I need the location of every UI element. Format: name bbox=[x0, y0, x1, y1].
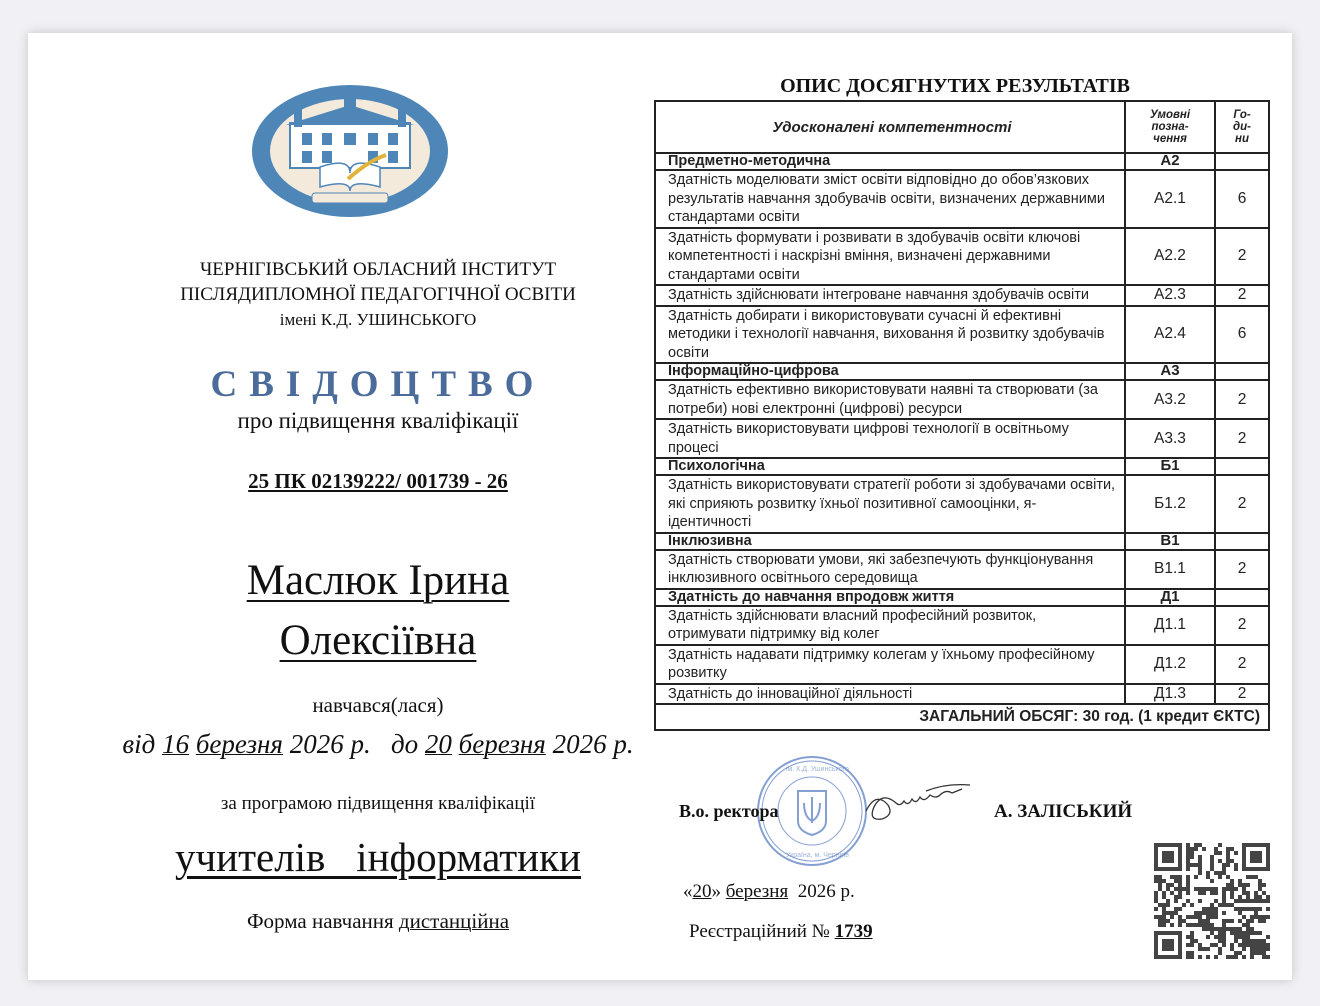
competence-row bbox=[655, 645, 1269, 684]
category-row bbox=[655, 458, 1269, 475]
competence-text: Інклюзивна bbox=[655, 533, 1125, 550]
competence-text: Здатність створювати умови, які забезпечують функціонування інклюзивного освітнього середовища bbox=[655, 550, 1125, 589]
signatory-position: В.о. ректора bbox=[679, 801, 779, 821]
program-label: за програмою підвищення кваліфікації bbox=[220, 793, 536, 814]
issue-date bbox=[683, 881, 855, 903]
recipient-name bbox=[88, 551, 668, 671]
competence-hours: 6 bbox=[1215, 306, 1269, 364]
issue-close-quote: » bbox=[711, 881, 721, 902]
competence-row bbox=[655, 380, 1269, 419]
study-form-label: Форма навчання bbox=[246, 909, 394, 933]
competence-hours: 2 bbox=[1215, 419, 1269, 458]
competence-row bbox=[655, 228, 1269, 286]
certificate-title: СВІДОЦТВО bbox=[210, 364, 546, 405]
recipient-name-line-1: Маслюк Ірина bbox=[246, 557, 510, 604]
competence-row bbox=[655, 550, 1269, 589]
header-code: Умовні позна- чення bbox=[1125, 101, 1215, 153]
competence-code: Б1.2 bbox=[1125, 475, 1215, 533]
from-month: березня bbox=[195, 729, 283, 759]
signatory-name: А. ЗАЛІСЬКИЙ bbox=[994, 801, 1133, 822]
from-day: 16 bbox=[162, 729, 190, 759]
competence-text: Здатність використовувати стратегії роботи зі здобувачами освіти, які сприяють розвитку їхньої позитивної самооцінки, я-ідентичності bbox=[655, 475, 1125, 533]
program bbox=[88, 833, 668, 881]
competence-hours: 2 bbox=[1215, 380, 1269, 419]
competence-text: Предметно-методична bbox=[655, 153, 1125, 170]
competence-code: А3 bbox=[1125, 363, 1215, 380]
issue-open-quote: « bbox=[683, 881, 693, 902]
results-table bbox=[654, 100, 1270, 731]
to-prefix: до bbox=[390, 729, 419, 759]
competence-code: А2.2 bbox=[1125, 228, 1215, 286]
registration bbox=[689, 921, 873, 943]
competence-code: Д1.2 bbox=[1125, 645, 1215, 684]
certificate-subtitle: про підвищення кваліфікації bbox=[237, 408, 519, 433]
category-row bbox=[655, 533, 1269, 550]
competence-hours: 2 bbox=[1215, 228, 1269, 286]
certificate-number-text: 25 ПК 02139222/ 001739 - 26 bbox=[248, 469, 508, 493]
competence-code: Б1 bbox=[1125, 458, 1215, 475]
competence-row bbox=[655, 475, 1269, 533]
results-body bbox=[655, 153, 1269, 704]
studied-label: навчався(лася) bbox=[312, 693, 444, 717]
registration-number: 1739 bbox=[834, 921, 873, 942]
to-day: 20 bbox=[424, 729, 452, 759]
competence-code: В1 bbox=[1125, 533, 1215, 550]
certificate-page bbox=[28, 33, 1292, 980]
category-row bbox=[655, 153, 1269, 170]
competence-hours bbox=[1215, 533, 1269, 550]
competence-text: Здатність до інноваційної діяльності bbox=[655, 684, 1125, 705]
svg-text:Україна, м. Чернігів: Україна, м. Чернігів bbox=[786, 852, 849, 859]
competence-code: А2.1 bbox=[1125, 170, 1215, 228]
competence-hours bbox=[1215, 153, 1269, 170]
competence-text: Здатність використовувати цифрові технології в освітньому процесі bbox=[655, 419, 1125, 458]
institution-name bbox=[88, 257, 668, 332]
competence-hours bbox=[1215, 589, 1269, 606]
institution-line-3: імені К.Д. УШИНСЬКОГО bbox=[279, 310, 477, 329]
competence-hours bbox=[1215, 458, 1269, 475]
from-year: 2026 р. bbox=[289, 729, 371, 759]
competence-text: Здатність здійснювати власний професійний розвиток, отримувати підтримку від колег bbox=[655, 606, 1125, 645]
issue-month: березня bbox=[725, 881, 789, 902]
competence-text: Інформаційно-цифрова bbox=[655, 363, 1125, 380]
issue-day: 20 bbox=[692, 881, 712, 902]
competence-code: А3.3 bbox=[1125, 419, 1215, 458]
from-prefix: від bbox=[122, 729, 156, 759]
competence-hours: 2 bbox=[1215, 645, 1269, 684]
competence-code: Д1 bbox=[1125, 589, 1215, 606]
results-header-row bbox=[655, 101, 1269, 153]
competence-hours: 2 bbox=[1215, 684, 1269, 705]
category-row bbox=[655, 363, 1269, 380]
competence-text: Психологічна bbox=[655, 458, 1125, 475]
competence-code: А2.3 bbox=[1125, 285, 1215, 306]
study-form bbox=[88, 909, 668, 934]
study-form-value: дистанційна bbox=[398, 909, 510, 933]
to-month: березня bbox=[458, 729, 546, 759]
handwritten-signature-icon bbox=[856, 781, 996, 831]
competence-hours: 2 bbox=[1215, 606, 1269, 645]
competence-row bbox=[655, 170, 1269, 228]
program-name: учителів інформатики bbox=[175, 834, 581, 880]
competence-code: А2 bbox=[1125, 153, 1215, 170]
header-hours: Го- ди- ни bbox=[1215, 101, 1269, 153]
registration-label: Реєстраційний № bbox=[689, 921, 830, 942]
competence-text: Здатність ефективно використовувати наявні та створювати (за потреби) нові електронні (цифрові) ресурси bbox=[655, 380, 1125, 419]
header-competence: Удосконалені компетентності bbox=[655, 101, 1125, 153]
institution-line-2: ПІСЛЯДИПЛОМНОЇ ПЕДАГОГІЧНОЇ ОСВІТИ bbox=[180, 284, 576, 305]
competence-hours: 2 bbox=[1215, 285, 1269, 306]
competence-code: А3.2 bbox=[1125, 380, 1215, 419]
competence-text: Здатність моделювати зміст освіти відповідно до обов’язкових результатів навчання здобувачів освіти, визначених державними стандартами освіти bbox=[655, 170, 1125, 228]
competence-row bbox=[655, 606, 1269, 645]
competence-hours: 2 bbox=[1215, 550, 1269, 589]
competence-hours: 2 bbox=[1215, 475, 1269, 533]
competence-code: Д1.3 bbox=[1125, 684, 1215, 705]
svg-text:ім. К.Д. Ушинського: ім. К.Д. Ушинського bbox=[786, 766, 849, 773]
institution-line-1: ЧЕРНІГІВСЬКИЙ ОБЛАСНИЙ ІНСТИТУТ bbox=[199, 259, 557, 280]
study-dates bbox=[68, 729, 688, 760]
institute-emblem-icon bbox=[250, 83, 450, 219]
results-title: ОПИС ДОСЯГНУТИХ РЕЗУЛЬТАТІВ bbox=[780, 75, 1130, 97]
competence-row bbox=[655, 285, 1269, 306]
competence-row bbox=[655, 306, 1269, 364]
competence-text: Здатність до навчання впродовж життя bbox=[655, 589, 1125, 606]
competence-hours bbox=[1215, 363, 1269, 380]
competence-row bbox=[655, 419, 1269, 458]
to-year: 2026 р. bbox=[552, 729, 634, 759]
competence-code: В1.1 bbox=[1125, 550, 1215, 589]
competence-row bbox=[655, 684, 1269, 705]
competence-code: Д1.1 bbox=[1125, 606, 1215, 645]
category-row bbox=[655, 589, 1269, 606]
issue-year: 2026 р. bbox=[797, 881, 855, 902]
competence-hours: 6 bbox=[1215, 170, 1269, 228]
competence-code: А2.4 bbox=[1125, 306, 1215, 364]
competence-text: Здатність надавати підтримку колегам у їхньому професійному розвитку bbox=[655, 645, 1125, 684]
certificate-number bbox=[88, 469, 668, 494]
recipient-name-line-2: Олексіївна bbox=[279, 617, 477, 664]
results-total-row bbox=[655, 704, 1269, 730]
results-total: ЗАГАЛЬНИЙ ОБСЯГ: 30 год. (1 кредит ЄКТС) bbox=[655, 704, 1269, 730]
competence-text: Здатність добирати і використовувати сучасні й ефективні методики і технології навчання, виховання й розвитку здобувачів освіти bbox=[655, 306, 1125, 364]
competence-text: Здатність формувати і розвивати в здобувачів освіти ключові компетентності і наскрізні вміння, визначені державними стандартами освіти bbox=[655, 228, 1125, 286]
competence-text: Здатність здійснювати інтегроване навчання здобувачів освіти bbox=[655, 285, 1125, 306]
qr-code-icon[interactable] bbox=[1154, 843, 1270, 959]
